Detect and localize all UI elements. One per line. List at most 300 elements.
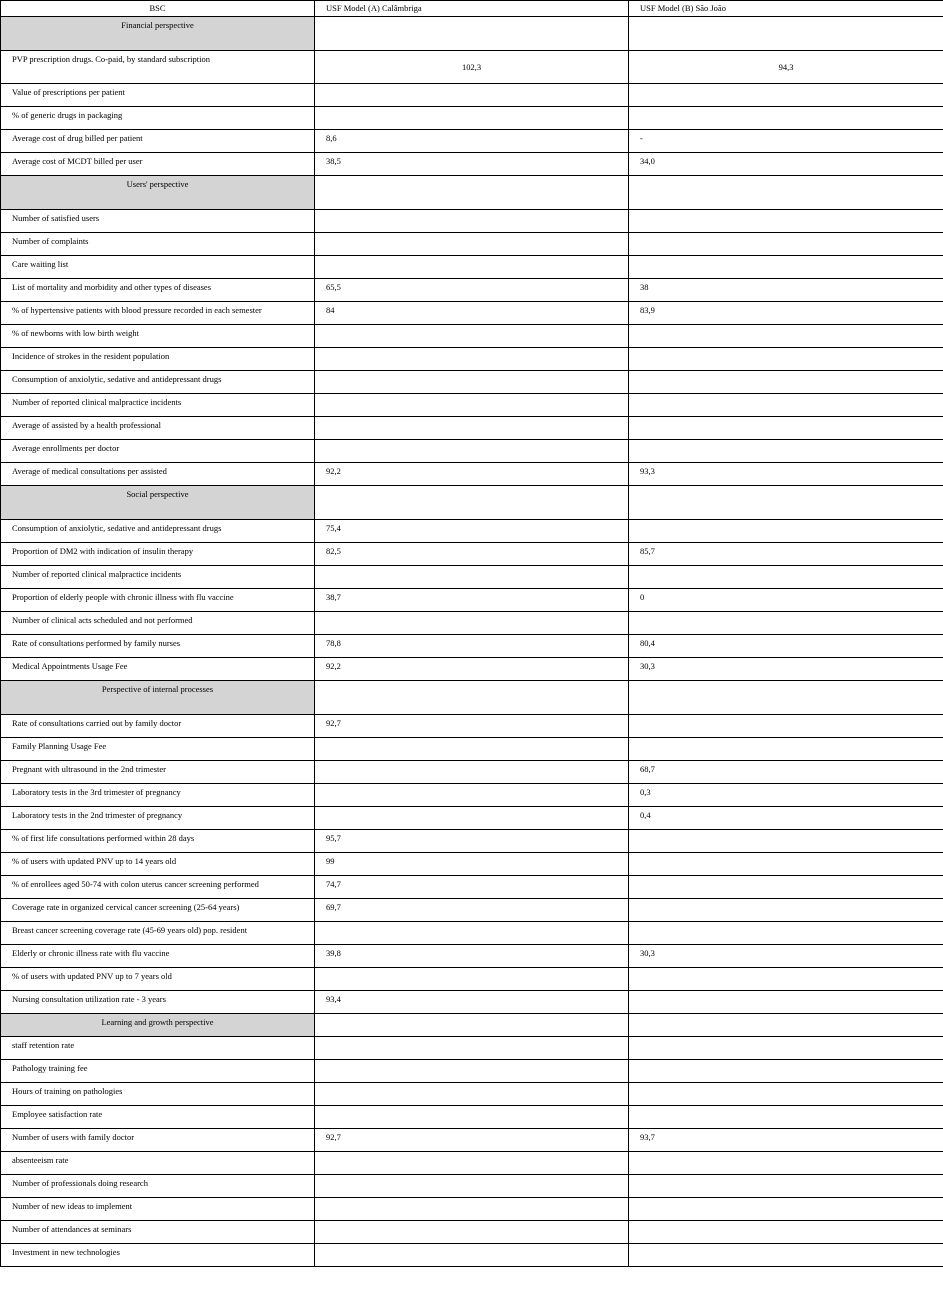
model-a-value <box>315 566 628 568</box>
table-row <box>1 635 943 658</box>
indicator-label: % of newborns with low birth weight <box>12 328 140 338</box>
section-header-row <box>1 486 943 520</box>
model-b-value <box>629 830 943 832</box>
indicator-cell <box>1 807 315 830</box>
indicator-cell <box>1 107 315 130</box>
indicator-cell <box>1 761 315 784</box>
model-b-cell <box>629 394 943 417</box>
model-b-cell <box>629 876 943 899</box>
indicator-cell <box>1 233 315 256</box>
model-b-value <box>629 256 943 258</box>
model-b-cell <box>629 302 943 325</box>
model-a-cell <box>315 371 629 394</box>
model-b-value <box>629 1106 943 1108</box>
table-row <box>1 1175 943 1198</box>
model-a-cell <box>315 1152 629 1175</box>
indicator-cell <box>1 1175 315 1198</box>
model-a-value: 92,2 <box>326 661 341 671</box>
table-row <box>1 589 943 612</box>
indicator-label: % of users with updated PNV up to 14 years old <box>12 856 177 866</box>
model-a-cell <box>315 1129 629 1152</box>
model-a-cell <box>315 1106 629 1129</box>
indicator-label: Number of professionals doing research <box>12 1178 148 1188</box>
model-a-cell <box>315 589 629 612</box>
model-b-value <box>629 1175 943 1177</box>
model-b-value: 0,4 <box>640 810 651 820</box>
model-b-cell <box>629 1083 943 1106</box>
indicator-label: absenteeism rate <box>12 1155 69 1165</box>
model-b-cell <box>629 1198 943 1221</box>
indicator-cell <box>1 371 315 394</box>
model-b-cell <box>629 520 943 543</box>
model-a-cell <box>315 635 629 658</box>
indicator-cell <box>1 968 315 991</box>
model-a-value <box>315 325 628 327</box>
model-b-value <box>629 1152 943 1154</box>
model-a-cell <box>315 899 629 922</box>
model-a-cell <box>315 761 629 784</box>
model-a-cell <box>315 130 629 153</box>
table-row <box>1 210 943 233</box>
model-a-value <box>315 84 628 86</box>
model-a-value <box>315 233 628 235</box>
model-b-cell <box>629 738 943 761</box>
model-b-value <box>629 738 943 740</box>
indicator-cell <box>1 1060 315 1083</box>
model-b-value <box>629 566 943 568</box>
model-b-value: 30,3 <box>640 661 655 671</box>
indicator-cell <box>1 1198 315 1221</box>
model-b-cell <box>629 1244 943 1267</box>
model-a-cell <box>315 784 629 807</box>
indicator-cell <box>1 348 315 371</box>
table-row <box>1 1083 943 1106</box>
indicator-cell <box>1 715 315 738</box>
indicator-label: % of hypertensive patients with blood pressure recorded in each semester <box>12 305 262 315</box>
model-b-cell <box>629 922 943 945</box>
model-a-value <box>315 761 628 763</box>
model-b-cell <box>629 325 943 348</box>
model-a-cell <box>315 417 629 440</box>
model-b-value <box>629 922 943 924</box>
model-a-value <box>315 210 628 212</box>
model-a-value <box>315 1060 628 1062</box>
model-a-value: 82,5 <box>326 546 341 556</box>
model-b-value: 80,4 <box>640 638 655 648</box>
table-row <box>1 658 943 681</box>
model-a-value <box>315 440 628 442</box>
model-a-cell <box>315 84 629 107</box>
model-a-value: 84 <box>326 305 335 315</box>
model-a-cell <box>315 738 629 761</box>
table-row <box>1 1221 943 1244</box>
indicator-label: Pathology training fee <box>12 1063 88 1073</box>
model-a-value: 75,4 <box>326 523 341 533</box>
model-a-cell <box>315 153 629 176</box>
model-b-value: 68,7 <box>640 764 655 774</box>
indicator-cell <box>1 394 315 417</box>
indicator-label: Number of new ideas to implement <box>12 1201 133 1211</box>
model-a-cell <box>315 1244 629 1267</box>
indicator-cell <box>1 566 315 589</box>
header-model-b-cell <box>629 1 943 17</box>
indicator-cell <box>1 853 315 876</box>
table-row <box>1 761 943 784</box>
model-a-cell <box>315 658 629 681</box>
header-row <box>1 1 943 17</box>
indicator-cell <box>1 922 315 945</box>
table-row <box>1 899 943 922</box>
model-a-value <box>315 807 628 809</box>
indicator-label: Average of medical consultations per assisted <box>12 466 167 476</box>
model-a-cell <box>315 1083 629 1106</box>
indicator-label: Number of reported clinical malpractice incidents <box>12 397 182 407</box>
model-b-value <box>629 371 943 373</box>
model-b-cell <box>629 566 943 589</box>
table-row <box>1 945 943 968</box>
indicator-cell <box>1 658 315 681</box>
indicator-label: Rate of consultations carried out by family doctor <box>12 718 182 728</box>
model-b-cell <box>629 945 943 968</box>
model-b-cell <box>629 853 943 876</box>
model-a-value: 92,7 <box>326 1132 341 1142</box>
model-b-value: 94,3 <box>778 62 794 72</box>
model-b-cell <box>629 153 943 176</box>
indicator-cell <box>1 991 315 1014</box>
table-row <box>1 84 943 107</box>
indicator-label: Medical Appointments Usage Fee <box>12 661 128 671</box>
bsc-table-body <box>1 1 943 1267</box>
model-a-value <box>315 1198 628 1200</box>
indicator-cell <box>1 463 315 486</box>
indicator-cell <box>1 1244 315 1267</box>
model-b-cell <box>629 715 943 738</box>
indicator-label: Average cost of MCDT billed per user <box>12 156 143 166</box>
model-a-cell <box>315 233 629 256</box>
model-a-value: 99 <box>326 856 335 866</box>
indicator-label: % of enrollees aged 50-74 with colon uterus cancer screening performed <box>12 879 259 889</box>
table-row <box>1 1037 943 1060</box>
model-b-value <box>629 233 943 235</box>
model-b-cell <box>629 210 943 233</box>
model-a-cell <box>315 520 629 543</box>
model-b-cell <box>629 658 943 681</box>
header-model-a-cell <box>315 1 629 17</box>
section-title: Users' perspective <box>126 179 189 189</box>
table-row <box>1 256 943 279</box>
indicator-label: Number of complaints <box>12 236 89 246</box>
indicator-label: PVP prescription drugs. Co-paid, by standard subscription <box>12 54 210 64</box>
indicator-label: Investment in new technologies <box>12 1247 120 1257</box>
model-b-value: 85,7 <box>640 546 655 556</box>
indicator-label: Family Planning Usage Fee <box>12 741 107 751</box>
table-row <box>1 130 943 153</box>
indicator-cell <box>1 635 315 658</box>
table-row <box>1 922 943 945</box>
indicator-cell <box>1 51 315 84</box>
indicator-label: % of generic drugs in packaging <box>12 110 123 120</box>
model-a-cell <box>315 807 629 830</box>
indicator-cell <box>1 302 315 325</box>
indicator-cell <box>1 279 315 302</box>
model-a-cell <box>315 543 629 566</box>
model-a-value <box>315 1244 628 1246</box>
model-b-value <box>629 876 943 878</box>
model-b-value: 0 <box>640 592 645 602</box>
section-title-cell <box>1 1014 315 1037</box>
table-row <box>1 1198 943 1221</box>
table-row <box>1 1129 943 1152</box>
model-a-cell <box>315 348 629 371</box>
indicator-label: Consumption of anxiolytic, sedative and antidepressant drugs <box>12 523 222 533</box>
model-b-cell <box>629 1221 943 1244</box>
indicator-label: % of users with updated PNV up to 7 years old <box>12 971 172 981</box>
model-a-value: 102,3 <box>461 62 482 72</box>
model-a-cell <box>315 876 629 899</box>
indicator-cell <box>1 899 315 922</box>
model-a-cell <box>315 279 629 302</box>
section-title-cell <box>1 486 315 520</box>
model-b-value <box>629 715 943 717</box>
model-b-value <box>629 899 943 901</box>
model-b-value <box>629 1198 943 1200</box>
section-empty-cell <box>315 17 629 51</box>
indicator-cell <box>1 1083 315 1106</box>
model-b-value <box>629 210 943 212</box>
model-a-cell <box>315 463 629 486</box>
indicator-cell <box>1 417 315 440</box>
model-a-cell <box>315 210 629 233</box>
model-b-cell <box>629 1037 943 1060</box>
model-b-cell <box>629 589 943 612</box>
section-empty-cell <box>315 681 629 715</box>
table-row <box>1 991 943 1014</box>
model-b-cell <box>629 1129 943 1152</box>
indicator-cell <box>1 210 315 233</box>
section-empty-cell <box>315 176 629 210</box>
model-a-cell <box>315 107 629 130</box>
model-a-cell <box>315 1221 629 1244</box>
indicator-label: Number of clinical acts scheduled and not performed <box>12 615 193 625</box>
model-a-value: 92,7 <box>326 718 341 728</box>
indicator-label: Hours of training on pathologies <box>12 1086 123 1096</box>
model-b-cell <box>629 371 943 394</box>
model-b-cell <box>629 107 943 130</box>
model-a-value: 8,6 <box>326 133 337 143</box>
section-title-cell <box>1 681 315 715</box>
model-a-cell <box>315 1198 629 1221</box>
model-a-value: 93,4 <box>326 994 341 1004</box>
model-a-cell <box>315 830 629 853</box>
model-a-cell <box>315 853 629 876</box>
model-b-cell <box>629 899 943 922</box>
header-model-b: USF Model (B) São João <box>640 3 726 13</box>
model-a-cell <box>315 440 629 463</box>
indicator-cell <box>1 945 315 968</box>
model-a-value: 95,7 <box>326 833 341 843</box>
indicator-cell <box>1 543 315 566</box>
indicator-cell <box>1 876 315 899</box>
table-row <box>1 566 943 589</box>
section-header-row <box>1 17 943 51</box>
model-b-cell <box>629 51 943 84</box>
model-a-cell <box>315 325 629 348</box>
model-b-cell <box>629 1106 943 1129</box>
model-a-cell <box>315 566 629 589</box>
section-title: Perspective of internal processes <box>101 684 214 694</box>
indicator-cell <box>1 130 315 153</box>
model-b-cell <box>629 440 943 463</box>
model-a-value <box>315 1083 628 1085</box>
model-b-cell <box>629 761 943 784</box>
indicator-label: Coverage rate in organized cervical cancer screening (25-64 years) <box>12 902 240 912</box>
section-empty-cell <box>629 176 943 210</box>
section-empty-cell <box>629 1014 943 1037</box>
model-b-cell <box>629 417 943 440</box>
table-row <box>1 153 943 176</box>
model-b-value: 93,3 <box>640 466 655 476</box>
indicator-label: Care waiting list <box>12 259 69 269</box>
model-b-cell <box>629 233 943 256</box>
model-b-cell <box>629 991 943 1014</box>
model-a-value: 69,7 <box>326 902 341 912</box>
table-row <box>1 715 943 738</box>
table-row <box>1 394 943 417</box>
model-b-cell <box>629 968 943 991</box>
section-empty-cell <box>629 17 943 51</box>
indicator-label: Pregnant with ultrasound in the 2nd trimester <box>12 764 166 774</box>
indicator-cell <box>1 784 315 807</box>
model-b-value <box>629 325 943 327</box>
table-row <box>1 107 943 130</box>
model-a-value <box>315 738 628 740</box>
model-a-value <box>315 348 628 350</box>
indicator-label: Number of attendances at seminars <box>12 1224 132 1234</box>
model-b-cell <box>629 84 943 107</box>
model-a-cell <box>315 1060 629 1083</box>
model-b-value <box>629 417 943 419</box>
model-b-value <box>629 84 943 86</box>
indicator-label: Incidence of strokes in the resident population <box>12 351 170 361</box>
model-b-cell <box>629 784 943 807</box>
model-a-value <box>315 394 628 396</box>
table-row <box>1 784 943 807</box>
indicator-cell <box>1 1129 315 1152</box>
model-a-cell <box>315 715 629 738</box>
model-a-value <box>315 612 628 614</box>
section-title: Financial perspective <box>121 20 194 30</box>
table-row <box>1 543 943 566</box>
model-a-cell <box>315 922 629 945</box>
indicator-label: Average cost of drug billed per patient <box>12 133 143 143</box>
model-a-cell <box>315 302 629 325</box>
table-row <box>1 463 943 486</box>
header-bsc: BSC <box>149 3 166 13</box>
header-model-a: USF Model (A) Calâmbriga <box>326 3 422 13</box>
indicator-label: Proportion of DM2 with indication of insulin therapy <box>12 546 194 556</box>
model-b-cell <box>629 635 943 658</box>
model-b-cell <box>629 612 943 635</box>
table-row <box>1 348 943 371</box>
model-b-value <box>629 1221 943 1223</box>
indicator-cell <box>1 256 315 279</box>
model-b-value <box>629 1037 943 1039</box>
indicator-cell <box>1 1106 315 1129</box>
model-b-value <box>629 348 943 350</box>
model-b-value: 0,3 <box>640 787 651 797</box>
table-row <box>1 612 943 635</box>
table-row <box>1 1244 943 1267</box>
indicator-label: Elderly or chronic illness rate with flu vaccine <box>12 948 170 958</box>
model-b-value: 38 <box>640 282 649 292</box>
table-row <box>1 51 943 84</box>
indicator-cell <box>1 153 315 176</box>
model-b-cell <box>629 1152 943 1175</box>
indicator-cell <box>1 738 315 761</box>
section-header-row <box>1 176 943 210</box>
table-row <box>1 830 943 853</box>
section-empty-cell <box>315 486 629 520</box>
model-b-value: 30,3 <box>640 948 655 958</box>
model-b-cell <box>629 807 943 830</box>
section-title: Social perspective <box>126 489 189 499</box>
model-a-value <box>315 922 628 924</box>
model-b-cell <box>629 256 943 279</box>
indicator-cell <box>1 830 315 853</box>
table-row <box>1 279 943 302</box>
indicator-cell <box>1 612 315 635</box>
model-b-cell <box>629 463 943 486</box>
model-b-value <box>629 1244 943 1246</box>
model-b-cell <box>629 348 943 371</box>
indicator-label: Proportion of elderly people with chronic illness with flu vaccine <box>12 592 234 602</box>
model-a-value: 39,8 <box>326 948 341 958</box>
model-a-value <box>315 1106 628 1108</box>
model-a-value: 92,2 <box>326 466 341 476</box>
table-row <box>1 440 943 463</box>
indicator-cell <box>1 84 315 107</box>
table-row <box>1 302 943 325</box>
model-a-value: 38,5 <box>326 156 341 166</box>
indicator-label: Nursing consultation utilization rate - 3 years <box>12 994 166 1004</box>
table-row <box>1 520 943 543</box>
model-b-value <box>629 1083 943 1085</box>
model-a-cell <box>315 612 629 635</box>
model-b-value: 93,7 <box>640 1132 655 1142</box>
indicator-cell <box>1 1152 315 1175</box>
model-a-cell <box>315 1175 629 1198</box>
indicator-label: Number of users with family doctor <box>12 1132 135 1142</box>
model-b-value: 83,9 <box>640 305 655 315</box>
model-a-value <box>315 107 628 109</box>
table-row <box>1 738 943 761</box>
table-row <box>1 233 943 256</box>
table-row <box>1 1060 943 1083</box>
table-row <box>1 876 943 899</box>
table-row <box>1 807 943 830</box>
model-a-value <box>315 1152 628 1154</box>
indicator-label: Consumption of anxiolytic, sedative and antidepressant drugs <box>12 374 222 384</box>
model-b-value: 34,0 <box>640 156 655 166</box>
model-b-value <box>629 520 943 522</box>
model-a-value <box>315 1037 628 1039</box>
model-a-value: 65,5 <box>326 282 341 292</box>
model-b-cell <box>629 1175 943 1198</box>
model-a-cell <box>315 51 629 84</box>
section-title-cell <box>1 176 315 210</box>
model-b-cell <box>629 130 943 153</box>
section-empty-cell <box>315 1014 629 1037</box>
